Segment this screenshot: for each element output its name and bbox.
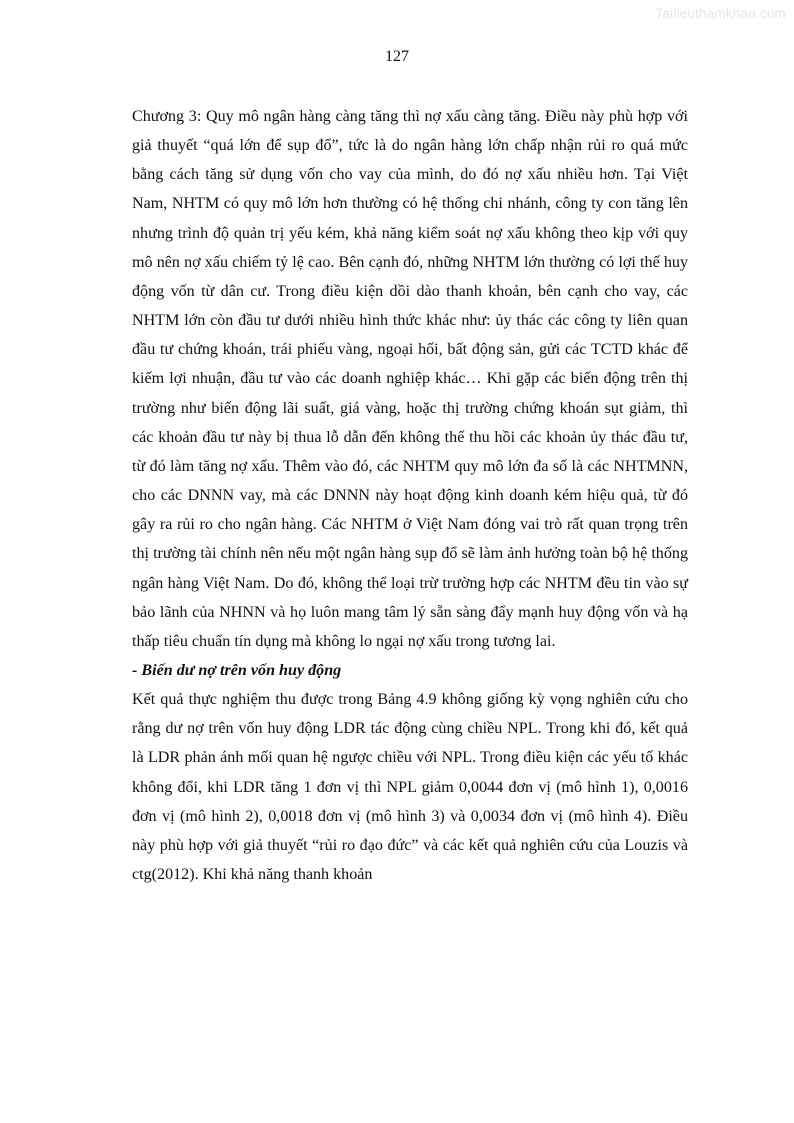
paragraph-ldr: Kết quả thực nghiệm thu được trong Bảng 4.9 không giống kỳ vọng nghiên cứu cho rằng dư nợ trên vốn huy động LDR tác động cùng chiều NPL. Trong khi đó, kết quả là LDR phản ánh mối quan hệ ngược chiều với NPL. Trong điều kiện các yếu tố khác không đổi, khi LDR tăng 1 đơn vị thì NPL giảm 0,0044 đơn vị (mô hình 1), 0,0016 đơn vị (mô hình 2), 0,0018 đơn vị (mô hình 3) và 0,0034 đơn vị (mô hình 4). Điều này phù hợp với giả thuyết “rủi ro đạo đức” và các kết quả nghiên cứu của Louzis và ctg(2012). Khi khả năng thanh khoản [132,691,688,884]
section-heading: - Biến dư nợ trên vốn huy động [132,661,342,679]
page-number: 127 [385,48,409,65]
watermark: Tailieuthamkhao.com [655,6,786,21]
paragraph-chapter-3: Chương 3: Quy mô ngân hàng càng tăng thì nợ xấu càng tăng. Điều này phù hợp với giả thuyết “quá lớn để sụp đổ”, tức là do ngân hàng lớn chấp nhận rủi ro quá mức bằng cách tăng sử dụng vốn cho vay của mình, do đó nợ xấu nhiều hơn. Tại Việt Nam, NHTM có quy mô lớn hơn thường có hệ thống chi nhánh, công ty con tăng lên nhưng trình độ quản trị yếu kém, khả năng kiểm soát nợ xấu không theo kịp với quy mô nên nợ xấu chiếm tỷ lệ cao. Bên cạnh đó, những NHTM lớn thường có lợi thế huy động vốn từ dân cư. Trong điều kiện dồi dào thanh khoản, bên cạnh cho vay, các NHTM lớn còn đầu tư dưới nhiều hình thức khác như: ủy thác các công ty liên quan đầu tư chứng khoán, trái phiếu vàng, ngoại hối, bất động sản, gửi các TCTD khác để kiếm lợi nhuận, đầu tư vào các doanh nghiệp khác… Khi gặp các biến động trên thị trường như biến động lãi suất, giá vàng, hoặc thị trường chứng khoán sụt giảm, thì các khoản đầu tư này bị thua lỗ dẫn đến không thể thu hồi các khoản ủy thác đầu tư, từ đó làm tăng nợ xấu. Thêm vào đó, các NHTM quy mô lớn đa số là các NHTMNN, cho các DNNN vay, mà các DNNN này hoạt động kinh doanh kém hiệu quả, từ đó gây ra rủi ro cho ngân hàng. Các NHTM ở Việt Nam đóng vai trò rất quan trọng trên thị trường tài chính nên nếu một ngân hàng sụp đổ sẽ làm ảnh hưởng toàn bộ hệ thống ngân hàng Việt Nam. Do đó, không thể loại trừ trường hợp các NHTM đều tin vào sự bảo lãnh của NHNN và họ luôn mang tâm lý sẵn sàng đẩy mạnh huy động vốn và hạ thấp tiêu chuẩn tín dụng mà không lo ngại nợ xấu trong tương lai. [132,108,688,650]
page-body [132,102,688,889]
